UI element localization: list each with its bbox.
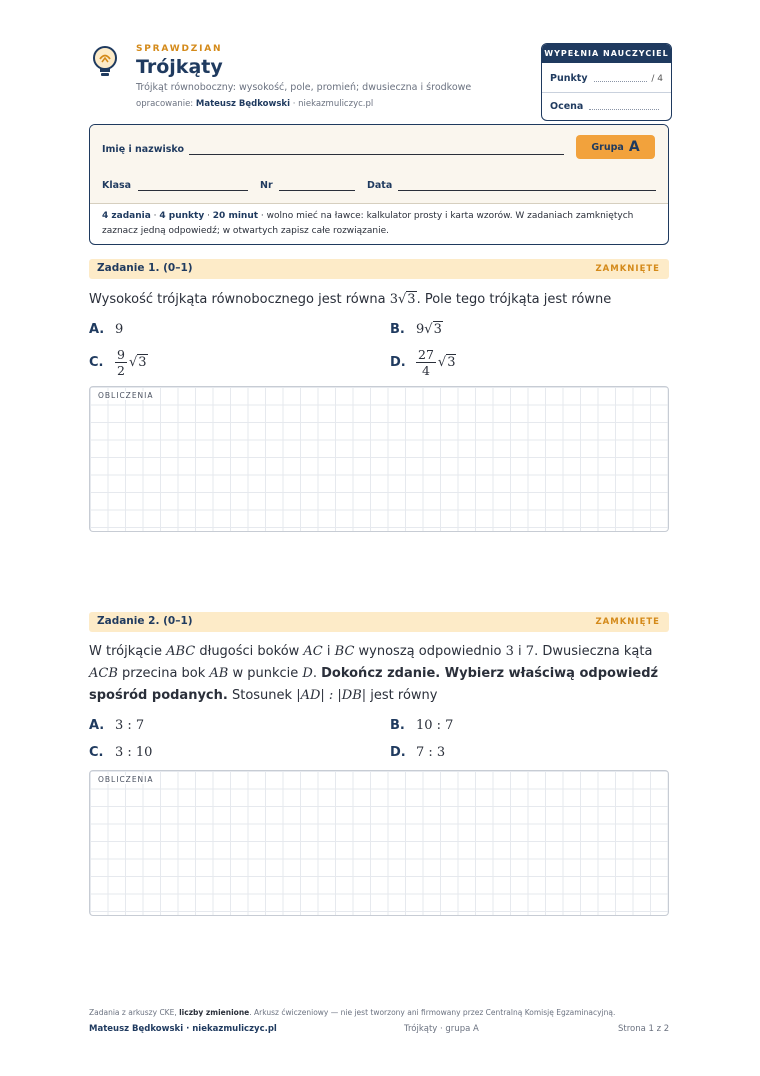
doc-subtitle: Trójkąt równoboczny: wysokość, pole, promień; dwusieczna i środkowe [136,82,472,93]
task-2-header [89,612,669,632]
option-letter: A. [89,717,105,733]
teacher-box-divider [542,92,671,93]
option-letter: D. [390,744,406,760]
task-1-header [89,259,669,279]
footer-center: Trójkąty · grupa A [404,1024,479,1034]
q2-part: W trójkącie [89,644,167,659]
footer-note-b: . Arkusz ćwiczeniowy — nie jest tworzony ani firmowany przez Centralną Komisję Egzaminacyjną. [249,1008,616,1017]
group-badge [576,135,655,159]
task-2-option-c[interactable] [89,743,152,761]
info-sep-1: · [150,211,160,221]
option-value: 3 : 10 [115,744,153,760]
option-fraction [115,347,127,378]
task-1-option-a[interactable] [89,320,123,338]
task-2-type: ZAMKNIĘTE [595,617,660,627]
group-label: Grupa [591,141,624,153]
q2-math: |AD| : |DB| [296,688,367,703]
points-row[interactable] [550,73,663,84]
class-field[interactable] [138,190,248,191]
points-label: Punkty [550,73,588,84]
q2-math: 7 [525,644,535,659]
points-blank[interactable] [594,80,648,82]
work-area-label: OBLICZENIA [98,775,154,784]
info-time: 20 minut [212,211,259,221]
task-2-option-d[interactable] [390,743,445,761]
q2-math: D [302,666,313,681]
task-2-option-b[interactable] [390,716,453,734]
fraction-numerator: 9 [117,346,125,362]
option-letter: B. [390,321,405,337]
date-field[interactable] [398,190,656,191]
footer-note-a: Zadania z arkuszy CKE, [89,1008,180,1017]
teacher-box-heading: WYPEŁNIA NAUCZYCIEL [542,44,671,63]
name-field[interactable] [189,154,564,155]
name-label: Imię i nazwisko [102,144,184,155]
task-2-option-a[interactable] [89,716,144,734]
nr-label: Nr [260,180,273,191]
work-area-label: OBLICZENIA [98,391,154,400]
q2-math: 3 [505,644,514,659]
doc-title: Trójkąty [136,56,223,78]
task-2-question [89,641,669,707]
student-box [89,124,669,245]
q2-instruction: Dokończ zdanie. Wybierz właściwą odpowiedź spośród podanych. [89,666,659,703]
q2-part: długości boków [195,644,304,659]
option-letter: C. [89,354,104,370]
q2-part: Stosunek [227,688,297,703]
byline-prefix: opracowanie: [136,99,196,109]
option-radicand: 3 [138,355,147,370]
q2-part: i [513,644,526,659]
group-letter: A [628,139,640,155]
byline-site: · niekazmuliczyc.pl [290,99,374,109]
option-value: 9 [115,321,124,337]
lightbulb-logo-icon [90,44,122,78]
option-value: 3 : 7 [115,717,145,733]
fraction-numerator: 27 [418,346,434,362]
option-fraction [416,347,436,378]
instructions [102,209,656,239]
grade-blank[interactable] [589,108,659,110]
footer-author: Mateusz Będkowski · niekazmuliczyc.pl [89,1024,277,1034]
option-radicand: 3 [433,322,442,337]
fraction-denominator: 4 [421,362,430,378]
option-letter: C. [89,744,104,760]
option-radicand: 3 [447,355,456,370]
option-value: 10 : 7 [416,717,454,733]
q2-part: w punkcie [228,666,303,681]
doc-kicker: SPRAWDZIAN [136,44,223,54]
task-1-option-c[interactable]: C. $\frac{9}{2}$ √ 3 [89,346,147,378]
q2-math: ABC [166,644,196,659]
option-value: 7 : 3 [416,744,446,760]
option-coef: 9 [416,321,425,337]
task-1-work-area[interactable] [89,386,669,532]
task-1-title: Zadanie 1. (0–1) [97,262,193,274]
student-fields [90,125,668,204]
option-letter: D. [390,354,406,370]
q2-part: . Dwusieczna kąta [534,644,653,659]
footer-note [89,1008,615,1017]
q2-math: ACB [89,666,118,681]
q2-part: przecina bok [117,666,210,681]
grade-row[interactable] [550,101,663,112]
option-letter: A. [89,321,105,337]
q2-part: . [312,666,322,681]
q2-part: i [322,644,335,659]
q1-coef: 3 [389,292,398,307]
task-2-work-area[interactable] [89,770,669,916]
task-2-title: Zadanie 2. (0–1) [97,615,193,627]
q1-end: . Pole tego trójkąta jest równe [416,292,612,307]
q2-math: AC [303,644,323,659]
info-points: 4 punkty [159,211,205,221]
info-tasks: 4 zadania [102,211,151,221]
grade-label: Ocena [550,101,584,112]
points-max: / 4 [651,74,663,84]
q2-part: wynoszą odpowiednio [354,644,506,659]
info-sep-2: · [204,211,213,221]
task-1-option-d[interactable]: D. $\frac{27}{4}$ √ 3 [390,346,456,378]
nr-field[interactable] [279,190,355,191]
date-label: Data [367,180,393,191]
q1-text: Wysokość trójkąta równobocznego jest równa [89,292,390,307]
task-1-type: ZAMKNIĘTE [595,264,660,274]
q2-math: BC [334,644,355,659]
byline-author: Mateusz Będkowski [195,99,291,109]
doc-byline [136,99,373,109]
task-1-option-b[interactable]: B. 9 √ 3 [390,321,442,337]
q2-math: AB [209,666,229,681]
class-label: Klasa [102,180,132,191]
footer-page-number: Strona 1 z 2 [618,1024,670,1034]
teacher-box [541,43,672,121]
q1-radicand: 3 [407,292,416,307]
option-letter: B. [390,717,405,733]
task-1-question: Wysokość trójkąta równobocznego jest równa 3√3. Pole tego trójkąta jest równe [89,292,612,307]
info-rest: · wolno mieć na ławce: kalkulator prosty i karta wzorów. W zadaniach zamkniętych zaznacz jedną odpowiedź; w otwartych zapisz całe rozwiązanie. [102,211,634,236]
fraction-denominator: 2 [117,362,125,378]
q2-part: jest równy [366,688,438,703]
footer-note-bold: liczby zmienione [179,1008,250,1017]
